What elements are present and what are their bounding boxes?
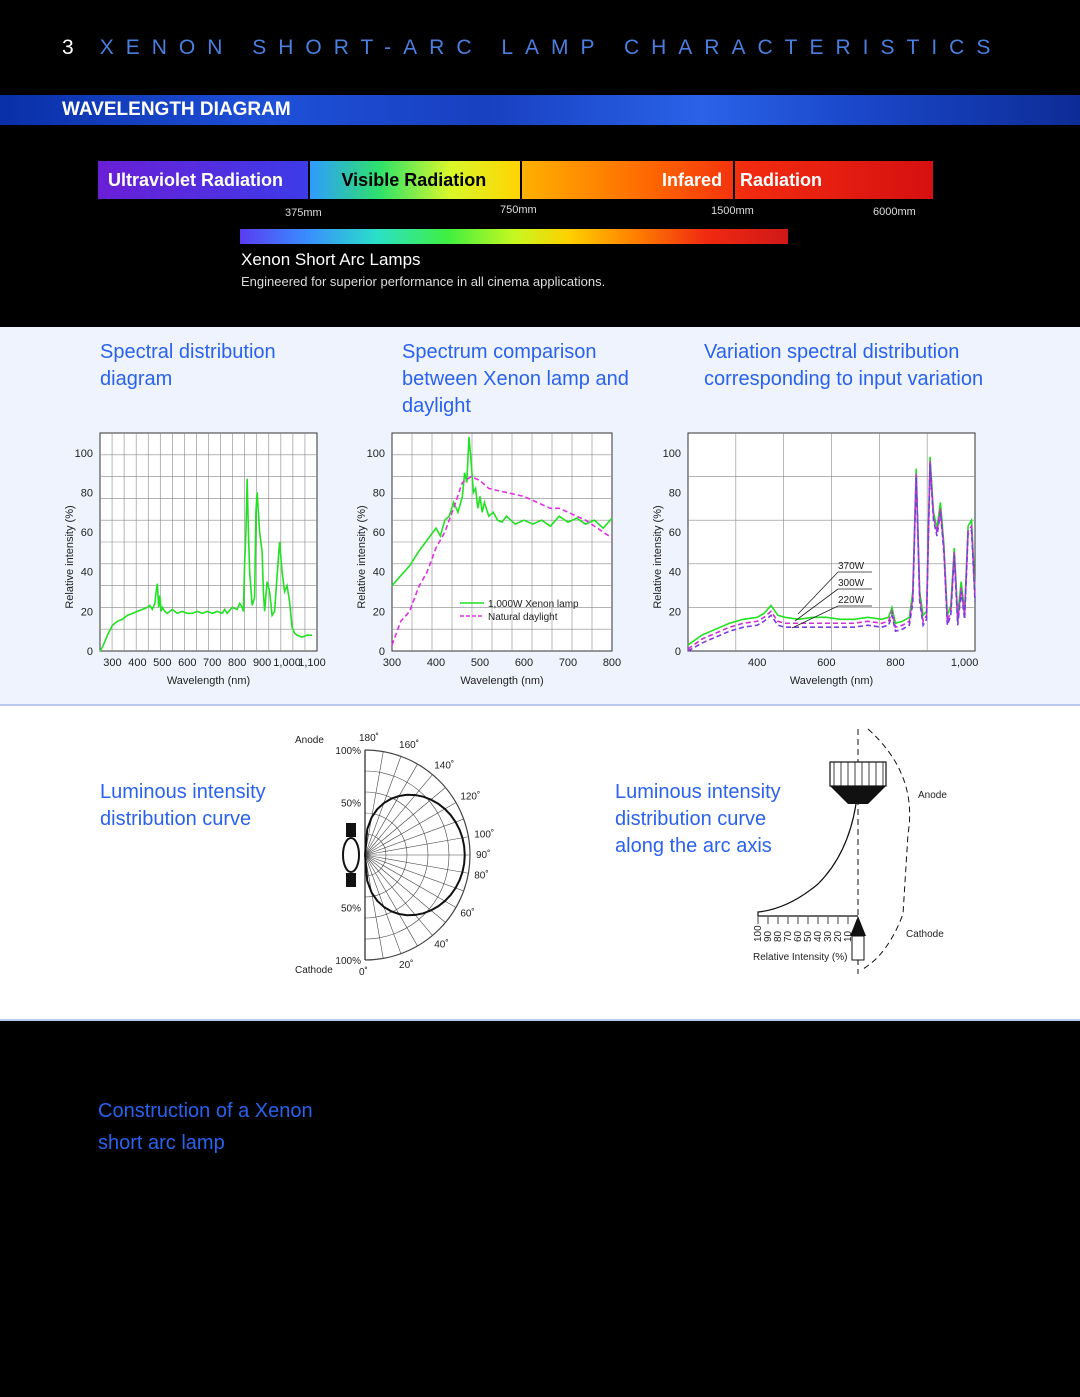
cathode-label: Cathode xyxy=(295,965,333,976)
x-tick-label: 1,000 xyxy=(950,657,979,669)
lamp-title: Xenon Short Arc Lamps xyxy=(241,250,421,269)
infrared-segment xyxy=(520,161,933,199)
arc-intensity-curve xyxy=(758,804,858,916)
y-tick-label: 40 xyxy=(372,566,385,579)
scale-label: 20 xyxy=(833,930,844,942)
radius-label: 50% xyxy=(340,798,361,810)
x-tick-label: 600 xyxy=(178,657,197,669)
spectral-title: Spectral distribution diagram xyxy=(100,341,276,390)
tick-6000: 6000mm xyxy=(873,206,916,218)
y-tick-label: 80 xyxy=(80,487,93,500)
angle-label: 60˚ xyxy=(460,908,475,920)
angle-label: 40˚ xyxy=(434,939,449,951)
spectrum-bar xyxy=(98,161,933,199)
luminous-title: Luminous intensity distribution curve xyxy=(100,781,266,830)
x-axis-label: Wavelength (nm) xyxy=(166,675,251,687)
x-tick-label: 1,000 xyxy=(273,657,301,669)
tick-1500: 1500mm xyxy=(711,205,754,217)
variation-chart xyxy=(650,425,985,690)
y-tick-label: 80 xyxy=(372,487,385,500)
lamp-icon xyxy=(343,838,359,872)
tick-375: 375mm xyxy=(285,207,322,219)
infrared-label-a: Infared xyxy=(662,169,723,190)
comparison-title: Spectrum comparison between Xenon lamp and daylight xyxy=(402,341,629,417)
x-tick-label: 300 xyxy=(103,657,122,669)
y-axis-label: Relative intensity (%) xyxy=(356,505,368,609)
lamp-base-icon xyxy=(346,823,356,837)
x-tick-label: 600 xyxy=(817,657,836,669)
y-tick-label: 80 xyxy=(668,487,681,500)
y-tick-label: 100 xyxy=(366,447,385,460)
infrared-label-b: Radiation xyxy=(740,169,823,190)
construction-title: Construction of a Xenon short arc lamp xyxy=(98,1100,313,1154)
x-axis-label: Wavelength (nm) xyxy=(789,675,874,687)
x-tick-label: 500 xyxy=(153,657,172,669)
scale-label: 50 xyxy=(803,930,814,942)
arc-cathode-label: Cathode xyxy=(906,929,944,940)
arc-axis-diagram xyxy=(740,724,960,984)
angle-label: 20˚ xyxy=(399,959,414,971)
angle-label: 140˚ xyxy=(434,760,455,772)
lamp-base-icon xyxy=(346,873,356,887)
y-tick-label: 20 xyxy=(372,606,385,619)
angle-label: 100˚ xyxy=(474,829,495,841)
y-tick-label: 0 xyxy=(86,646,93,658)
infrared-divider xyxy=(733,161,735,199)
x-tick-label: 700 xyxy=(558,657,578,669)
radius-label: 50% xyxy=(340,903,361,915)
legend-label: Natural daylight xyxy=(488,612,558,623)
anode-tip-icon xyxy=(830,786,886,804)
y-tick-label: 20 xyxy=(668,606,681,619)
x-tick-label: 400 xyxy=(747,657,767,669)
page-header xyxy=(62,36,1002,60)
y-tick-label: 40 xyxy=(80,566,93,579)
wavelength-band xyxy=(0,95,1080,125)
angle-label: 120˚ xyxy=(460,791,481,803)
polar-diagram xyxy=(290,728,495,980)
x-axis-label: Wavelength (nm) xyxy=(460,675,544,687)
scale-label: 10 xyxy=(843,930,854,942)
scale-label: 90 xyxy=(763,930,774,942)
comparison-chart xyxy=(352,425,622,690)
x-tick-label: 300 xyxy=(382,657,402,669)
y-axis-label: Relative intensity (%) xyxy=(652,505,664,609)
angle-label: 80˚ xyxy=(474,870,489,882)
y-tick-label: 100 xyxy=(74,447,93,460)
visible-label: Visible Radiation xyxy=(341,169,487,190)
uv-segment xyxy=(98,161,308,199)
y-tick-label: 0 xyxy=(378,646,385,658)
wavelength-diagram-title: WAVELENGTH DIAGRAM xyxy=(62,99,291,120)
y-tick-label: 100 xyxy=(662,447,681,460)
scale-label: 30 xyxy=(823,930,834,942)
luminous-arc-title: Luminous intensity distribution curve along the arc axis xyxy=(615,781,781,857)
x-tick-label: 800 xyxy=(602,657,622,669)
x-tick-label: 400 xyxy=(426,657,446,669)
series-label: 300W xyxy=(838,578,865,589)
y-tick-label: 20 xyxy=(80,606,93,619)
y-tick-label: 60 xyxy=(668,527,681,540)
x-tick-label: 900 xyxy=(252,657,272,669)
y-tick-label: 0 xyxy=(674,646,681,658)
radius-label: 100% xyxy=(335,956,361,967)
spectral-chart xyxy=(55,425,330,690)
x-tick-label: 800 xyxy=(228,657,247,669)
scale-label: 100 xyxy=(753,925,764,942)
radius-label: 100% xyxy=(335,746,361,757)
anode-icon xyxy=(830,762,886,786)
arc-anode-label: Anode xyxy=(918,790,947,801)
angle-label: 90˚ xyxy=(476,850,491,861)
visible-segment xyxy=(308,161,521,199)
angle-label: 160˚ xyxy=(399,740,420,752)
series-label: 220W xyxy=(838,595,865,606)
scale-label: 70 xyxy=(783,930,794,942)
scale-label: 60 xyxy=(793,930,804,942)
panel-divider-2 xyxy=(0,1019,1080,1021)
anode-label: Anode xyxy=(295,735,324,746)
angle-label: 0˚ xyxy=(359,967,368,978)
scale-label: 40 xyxy=(813,930,824,942)
lamp-subtitle: Engineered for superior performance in all cinema applications. xyxy=(241,274,606,289)
legend-label: 1,000W Xenon lamp xyxy=(488,599,579,610)
y-tick-label: 60 xyxy=(372,527,385,540)
scale-label: 80 xyxy=(773,930,784,942)
y-tick-label: 40 xyxy=(668,566,681,579)
page-title: XENON SHORT-ARC LAMP CHARACTERISTICS xyxy=(99,36,1003,59)
page-number: 3 xyxy=(62,36,74,59)
xenon-spectrum-bar xyxy=(240,229,788,244)
y-axis-label: Relative intensity (%) xyxy=(64,505,76,609)
angle-label: 180˚ xyxy=(359,733,380,744)
series-label: 370W xyxy=(838,561,865,572)
x-tick-label: 400 xyxy=(128,657,147,669)
x-tick-label: 800 xyxy=(886,657,905,669)
x-tick-label: 600 xyxy=(514,657,534,669)
y-tick-label: 60 xyxy=(80,527,93,540)
variation-title: Variation spectral distribution corresponding to input variation xyxy=(704,341,984,390)
x-tick-label: 500 xyxy=(470,657,490,669)
tick-750: 750mm xyxy=(500,204,537,216)
relative-intensity-label: Relative Intensity (%) xyxy=(753,952,848,963)
x-tick-label: 700 xyxy=(203,657,222,669)
uv-label: Ultraviolet Radiation xyxy=(108,169,284,190)
x-tick-label: 1,100 xyxy=(298,657,326,669)
